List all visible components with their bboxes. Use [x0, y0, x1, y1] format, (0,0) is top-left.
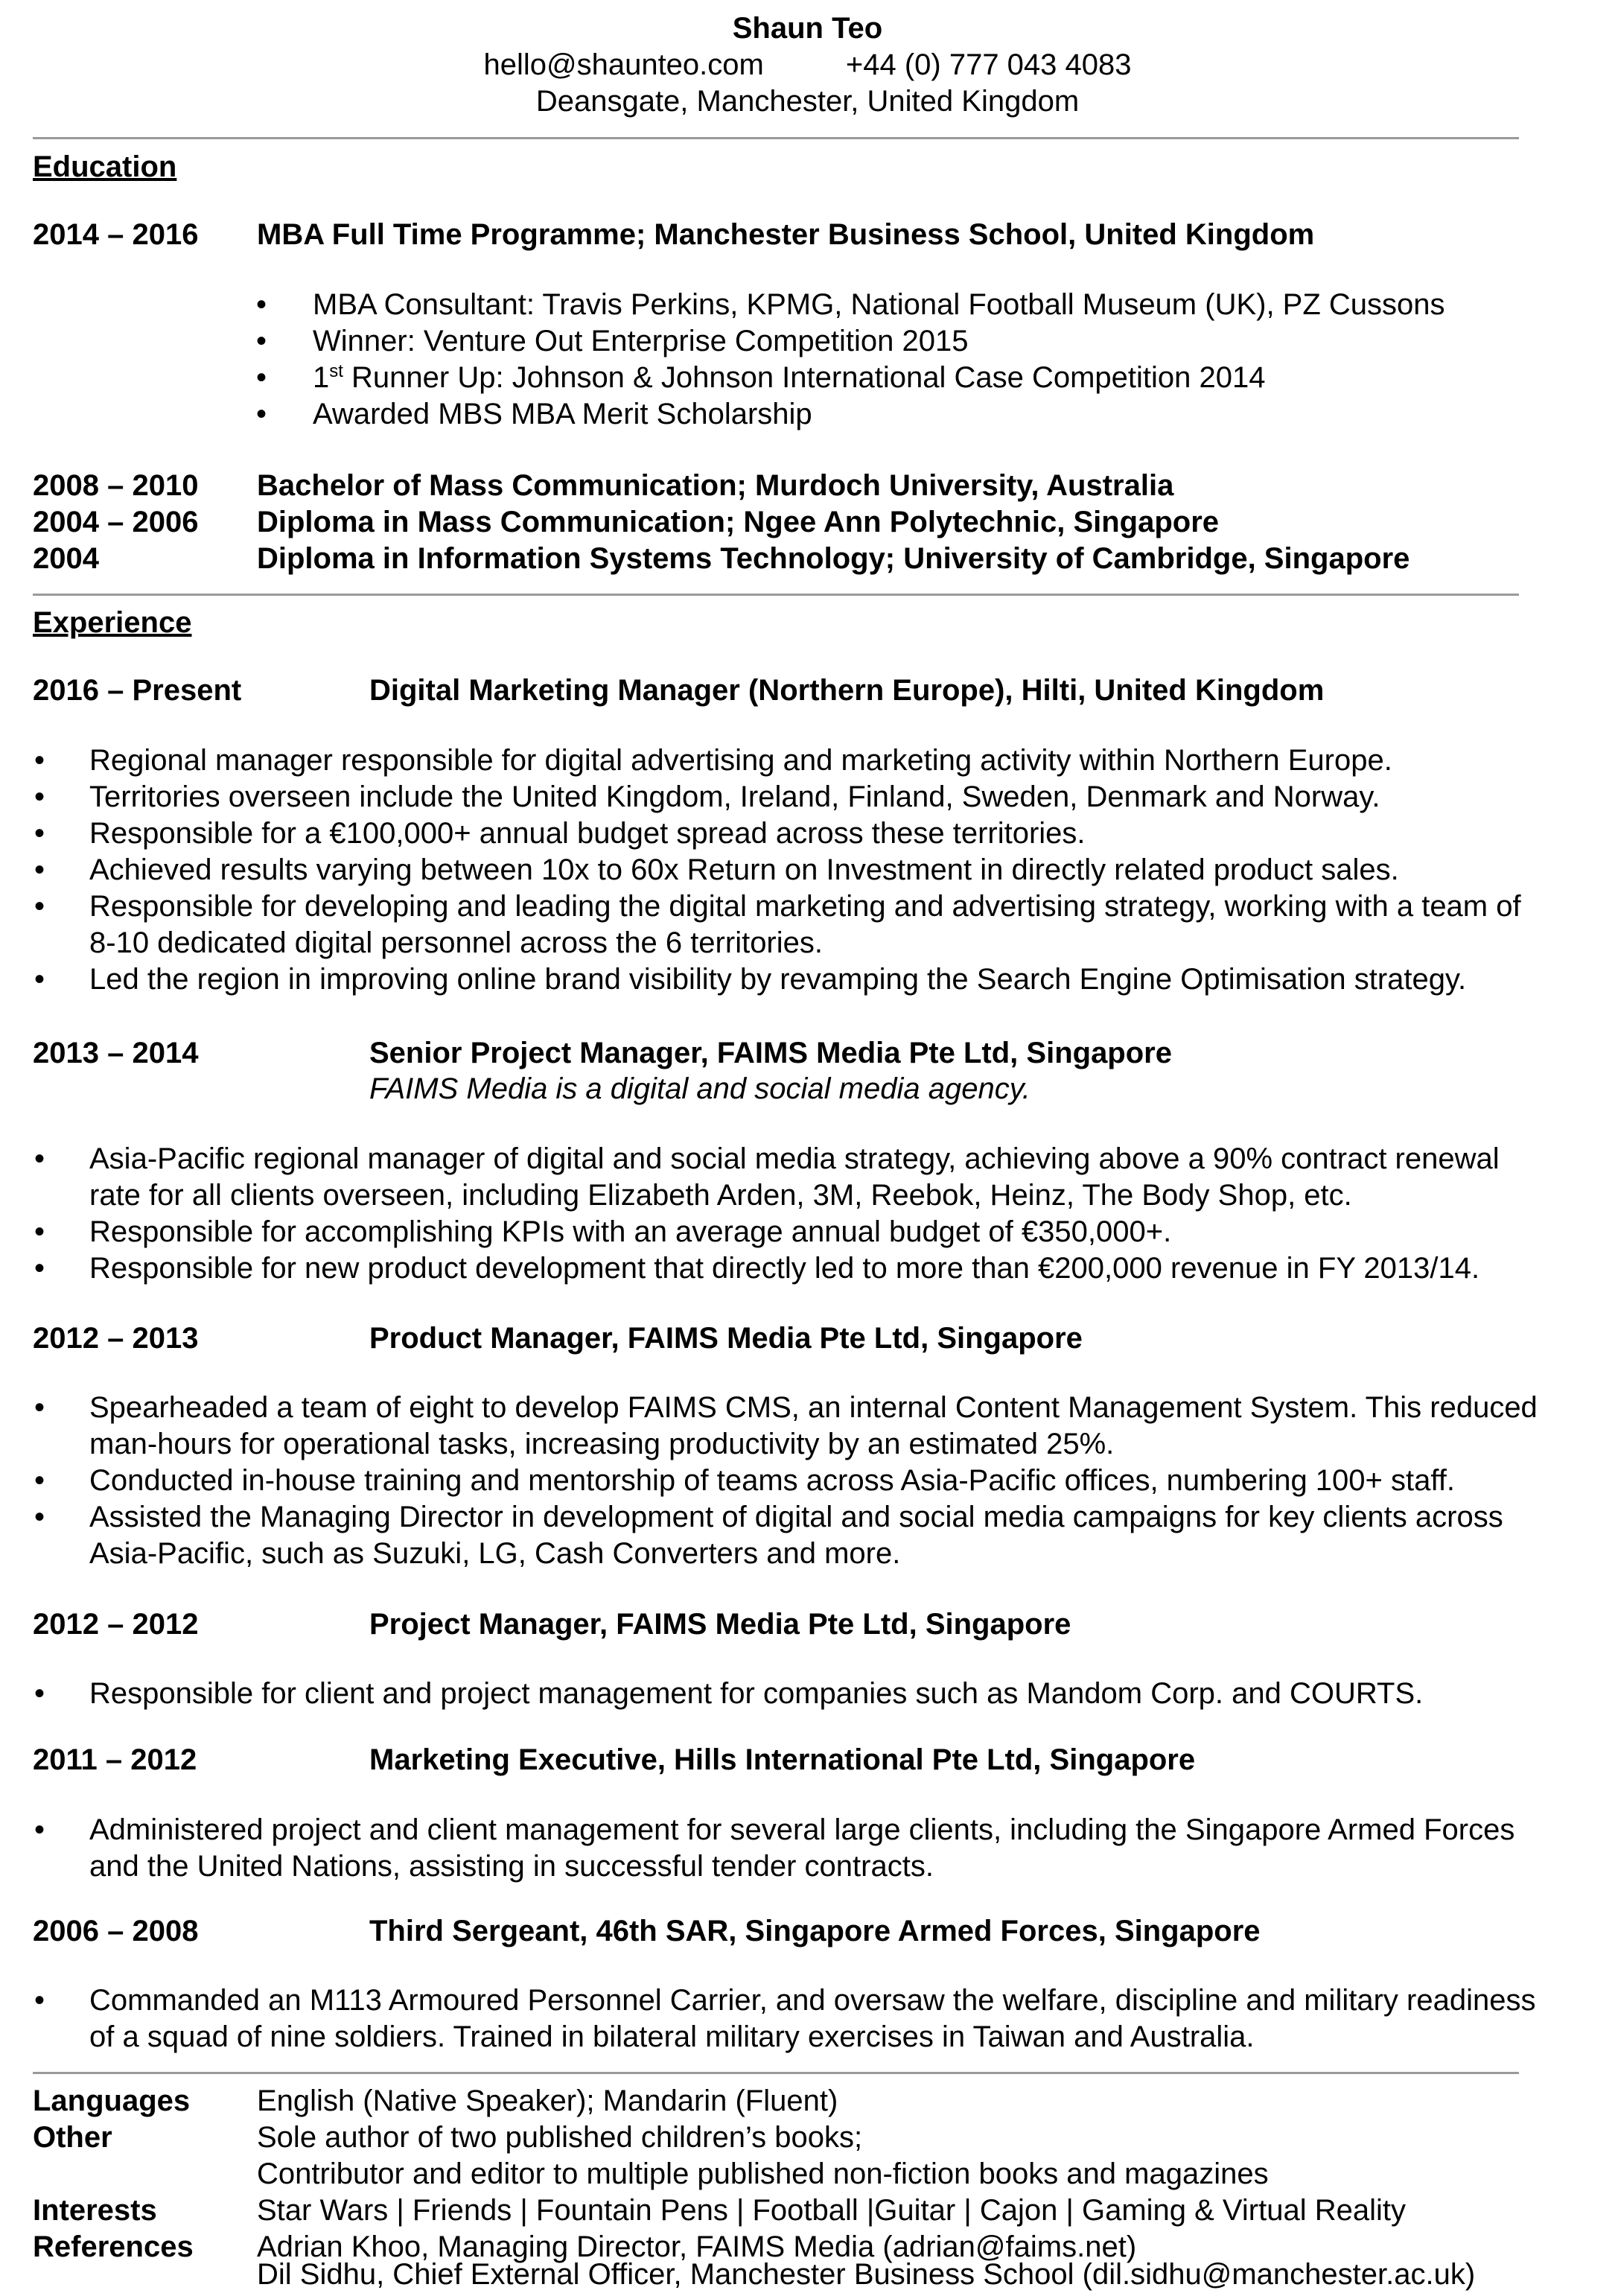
job-bullet-list: [89, 1676, 1545, 1712]
job-title: Third Sergeant, 46th SAR, Singapore Armed Forces, Singapore: [369, 1915, 1261, 1947]
list-item: • Responsible for accomplishing KPIs with an average annual budget of €350,000+.: [89, 1214, 1545, 1250]
list-item: • Responsible for new product development that directly led to more than €200,000 revenue in FY 2013/14.: [89, 1250, 1545, 1287]
contact-line: [0, 47, 1615, 83]
divider: [33, 137, 1519, 139]
job-dates: 2012 – 2012: [33, 1608, 199, 1641]
phone-text: +44 (0) 777 043 4083: [845, 48, 1132, 81]
education-title: Bachelor of Mass Communication; Murdoch University, Australia: [257, 469, 1174, 502]
list-item: • Regional manager responsible for digital advertising and marketing activity within Northern Europe.: [89, 742, 1545, 779]
education-dates: 2008 – 2010: [33, 469, 199, 502]
job-dates: 2013 – 2014: [33, 1037, 199, 1069]
ordinal-number: 1: [313, 361, 330, 394]
education-dates: 2004: [33, 542, 99, 575]
education-title: Diploma in Information Systems Technology; University of Cambridge, Singapore: [257, 542, 1410, 575]
experience-heading: Experience: [33, 606, 192, 639]
languages-value: English (Native Speaker); Mandarin (Fluent): [257, 2084, 838, 2117]
list-item: • Awarded MBS MBA Merit Scholarship: [313, 396, 1534, 433]
email-text: hello@shaunteo.com: [483, 48, 764, 81]
job-bullet-list: [89, 1141, 1545, 1287]
references-label: References: [33, 2230, 194, 2263]
job-bullet-list: [89, 1982, 1545, 2055]
address-text: Deansgate, Manchester, United Kingdom: [535, 85, 1080, 118]
education-dates: 2014 – 2016: [33, 218, 199, 251]
list-item: • Responsible for developing and leading the digital marketing and advertising strategy, working with a team of 8-10 dedicated digital personnel across the 6 territories.: [89, 888, 1545, 961]
education-heading: Education: [33, 150, 177, 183]
job-dates: 2012 – 2013: [33, 1322, 199, 1355]
job-title: Product Manager, FAIMS Media Pte Ltd, Singapore: [369, 1322, 1083, 1355]
list-item: • Conducted in-house training and mentorship of teams across Asia-Pacific offices, numbering 100+ staff.: [89, 1463, 1545, 1499]
list-item: • Territories overseen include the United Kingdom, Ireland, Finland, Sweden, Denmark and Norway.: [89, 779, 1545, 815]
job-title: Senior Project Manager, FAIMS Media Pte Ltd, Singapore: [369, 1037, 1172, 1069]
education-title: Diploma in Mass Communication; Ngee Ann Polytechnic, Singapore: [257, 506, 1220, 538]
ordinal-suffix: st: [329, 361, 343, 381]
job-title: Marketing Executive, Hills International Pte Ltd, Singapore: [369, 1743, 1196, 1776]
job-bullet-list: [89, 742, 1545, 998]
interests-value: Star Wars | Friends | Fountain Pens | Football |Guitar | Cajon | Gaming & Virtual Reality: [257, 2194, 1406, 2227]
list-item: • Responsible for a €100,000+ annual budget spread across these territories.: [89, 815, 1545, 852]
reference-value: Adrian Khoo, Managing Director, FAIMS Media (adrian@faims.net): [257, 2230, 1137, 2263]
list-item: • Spearheaded a team of eight to develop FAIMS CMS, an internal Content Management System. This reduced man-hours for operational tasks, increasing productivity by an estimated 25%.: [89, 1390, 1545, 1463]
list-item: • Responsible for client and project management for companies such as Mandom Corp. and COURTS.: [89, 1676, 1545, 1712]
list-item: • Assisted the Managing Director in development of digital and social media campaigns for key clients across Asia-Pacific, such as Suzuki, LG, Cash Converters and more.: [89, 1499, 1545, 1572]
job-bullet-list: [89, 1390, 1545, 1572]
list-item: • Achieved results varying between 10x to 60x Return on Investment in directly related product sales.: [89, 852, 1545, 888]
runner-up-text: Runner Up: Johnson & Johnson International Case Competition 2014: [343, 361, 1266, 394]
job-title: Project Manager, FAIMS Media Pte Ltd, Singapore: [369, 1608, 1071, 1641]
reference-value: Dil Sidhu, Chief External Officer, Manchester Business School (dil.sidhu@manchester.ac.uk): [257, 2258, 1476, 2291]
list-item: • Administered project and client management for several large clients, including the Singapore Armed Forces and the United Nations, assisting in successful tender contracts.: [89, 1812, 1545, 1885]
education-title: MBA Full Time Programme; Manchester Business School, United Kingdom: [257, 218, 1315, 251]
other-value: Contributor and editor to multiple published non-fiction books and magazines: [257, 2157, 1269, 2190]
job-bullet-list: [89, 1812, 1545, 1885]
job-title: Digital Marketing Manager (Northern Europe), Hilti, United Kingdom: [369, 674, 1325, 707]
education-bullet-list: [313, 287, 1534, 433]
job-dates: 2016 – Present: [33, 674, 242, 707]
job-dates: 2011 – 2012: [33, 1743, 197, 1776]
list-item: [313, 360, 1534, 396]
list-item: • MBA Consultant: Travis Perkins, KPMG, National Football Museum (UK), PZ Cussons: [313, 287, 1534, 323]
list-item: • Led the region in improving online brand visibility by revamping the Search Engine Optimisation strategy.: [89, 961, 1545, 998]
interests-label: Interests: [33, 2194, 157, 2227]
company-description: FAIMS Media is a digital and social media agency.: [369, 1072, 1031, 1105]
divider: [33, 594, 1519, 596]
list-item: • Commanded an M113 Armoured Personnel Carrier, and oversaw the welfare, discipline and military readiness of a squad of nine soldiers. Trained in bilateral military exercises in Taiwan and Australia.: [89, 1982, 1545, 2055]
languages-label: Languages: [33, 2084, 191, 2117]
candidate-name: Shaun Teo: [732, 12, 883, 45]
education-dates: 2004 – 2006: [33, 506, 199, 538]
job-dates: 2006 – 2008: [33, 1915, 199, 1947]
other-value: Sole author of two published children’s books;: [257, 2121, 863, 2154]
list-item: • Winner: Venture Out Enterprise Competition 2015: [313, 323, 1534, 360]
divider: [33, 2072, 1519, 2074]
other-label: Other: [33, 2121, 112, 2154]
list-item: • Asia-Pacific regional manager of digital and social media strategy, achieving above a 90% contract renewal rate for all clients overseen, including Elizabeth Arden, 3M, Reebok, Heinz, The Body Shop, etc.: [89, 1141, 1545, 1214]
